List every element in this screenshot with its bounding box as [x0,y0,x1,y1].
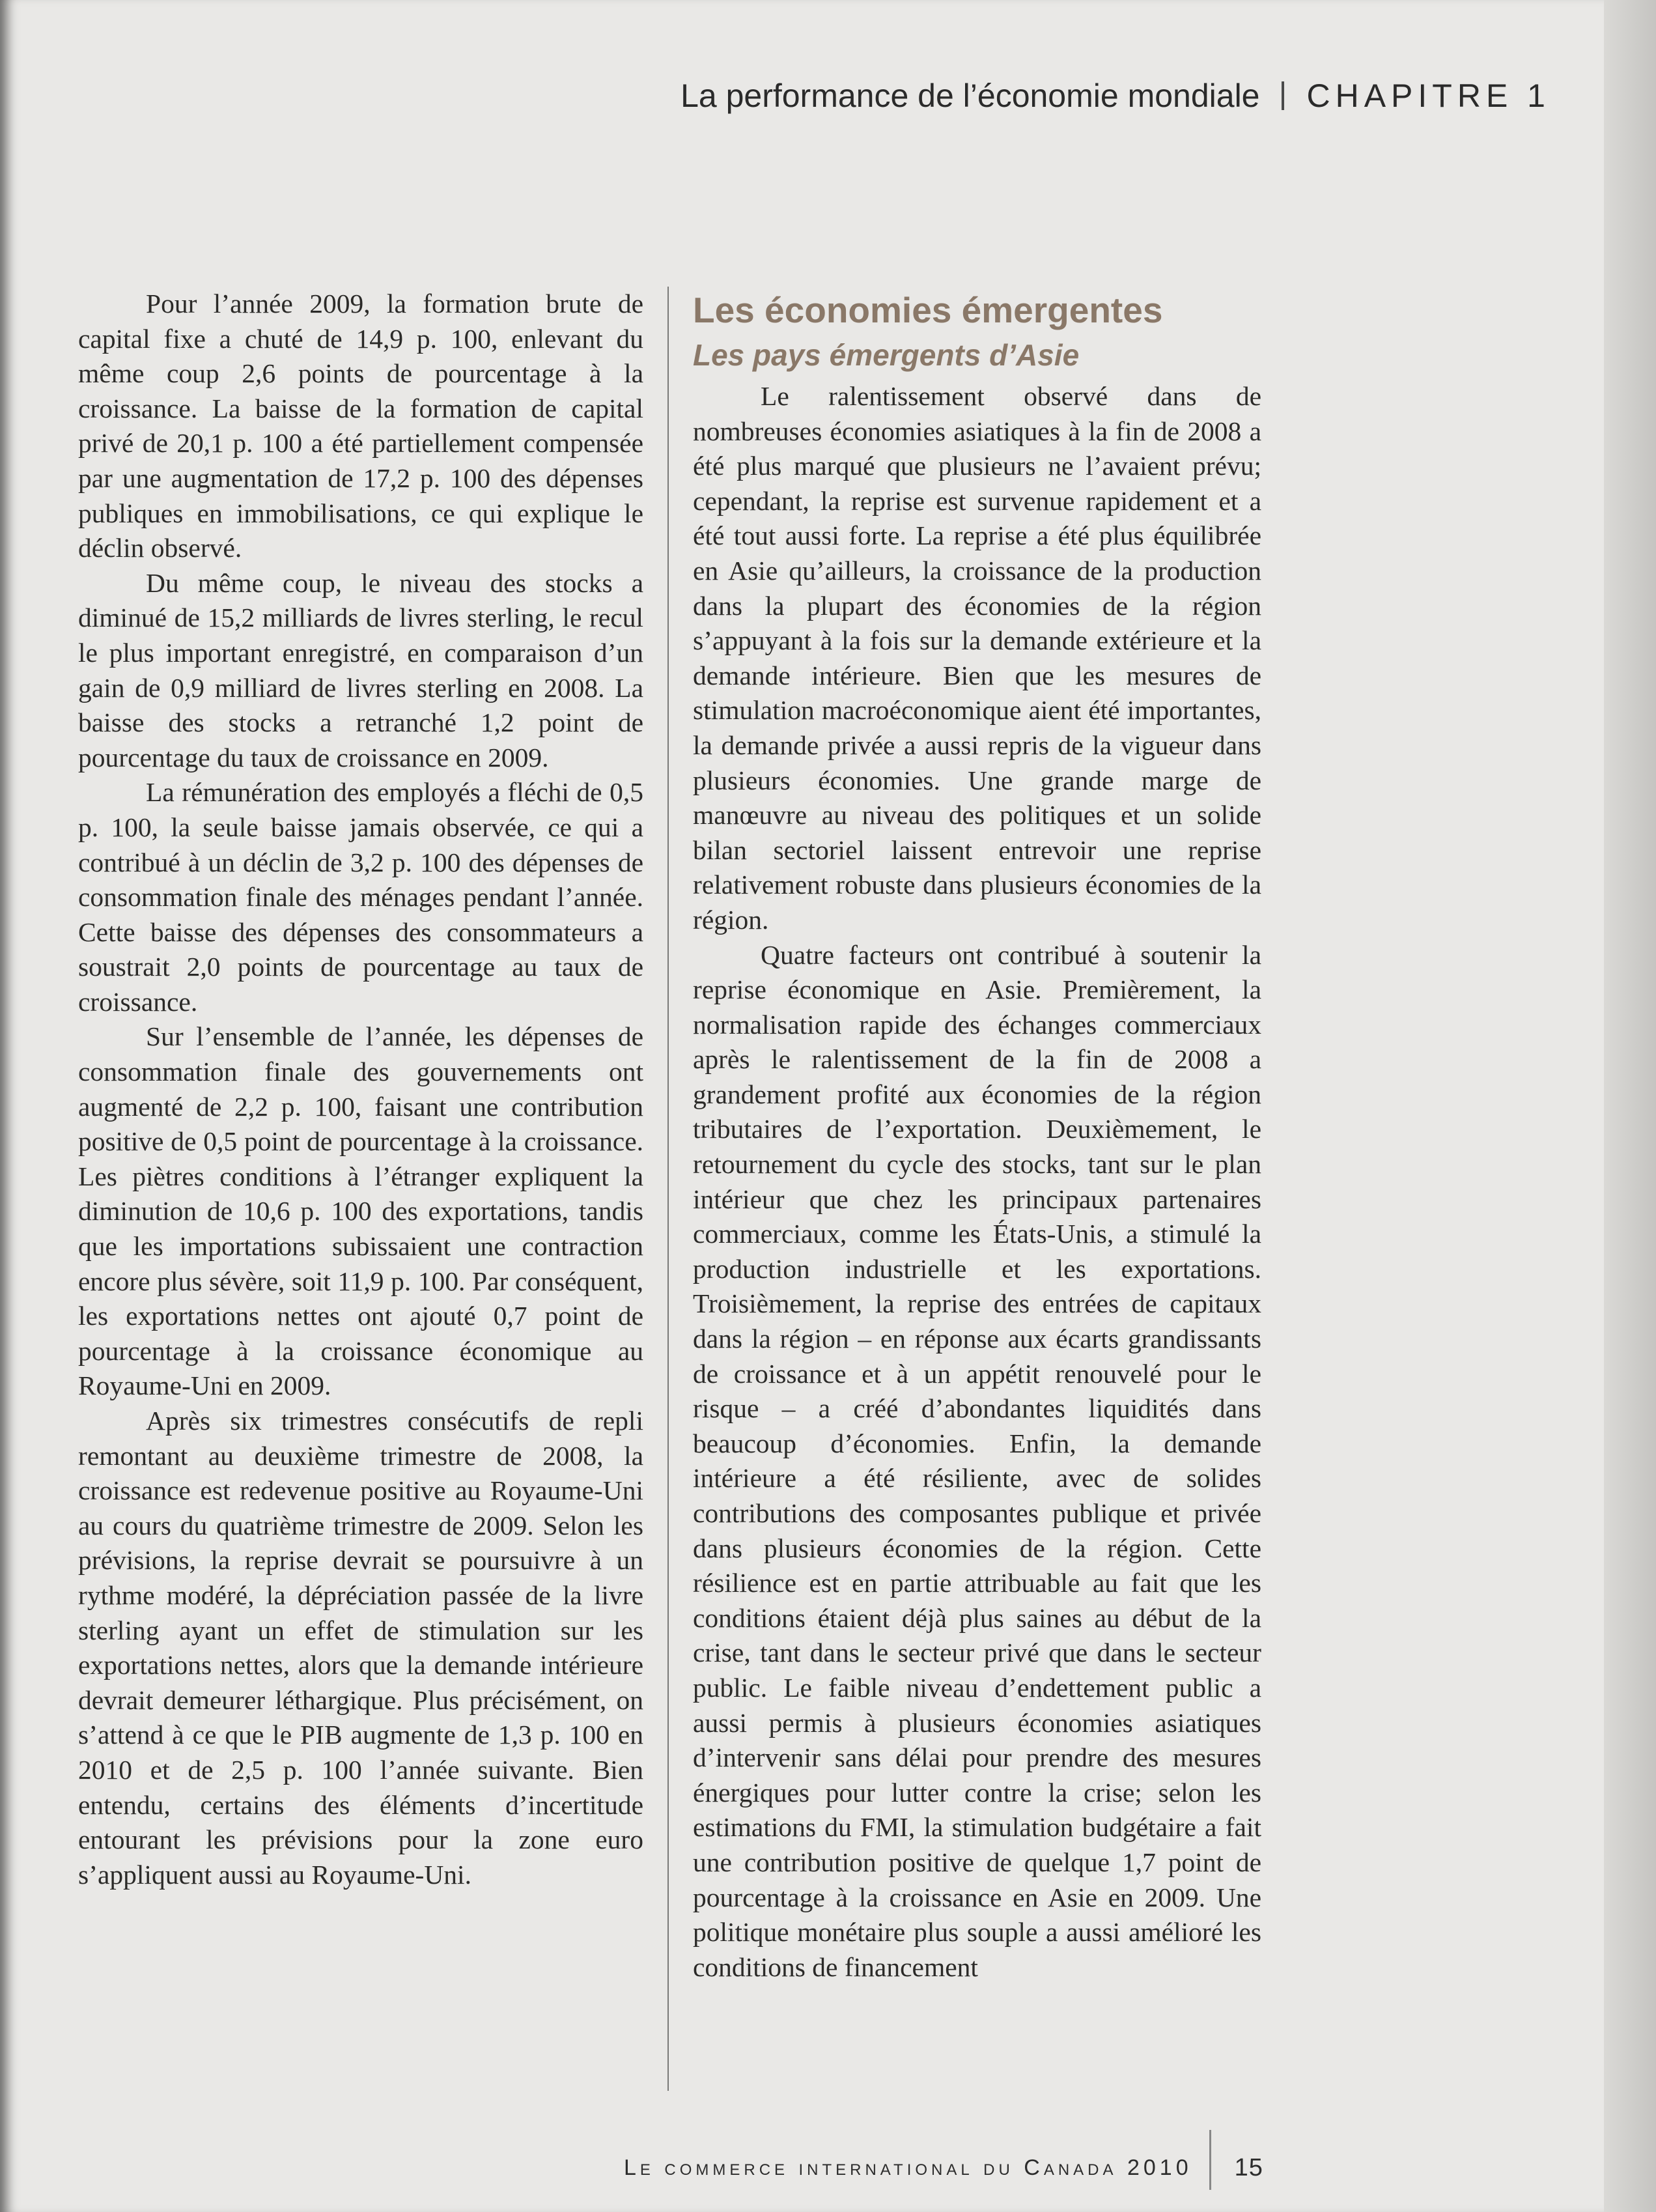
column-divider [667,287,669,2091]
paragraph: Pour l’année 2009, la formation brute de capital fixe a chuté de 14,9 p. 100, enlevant du même coup 2,6 points de pourcentage à la croissance. La baisse de la formation de capital privé de 20,1 p. 100 a été partiellement compensée par une augmentation de 17,2 p. 100 des dépenses publiques en immobilisations, ce qui explique le déclin observé. [78,289,643,563]
header-separator [1282,81,1284,110]
subsection-title: Les pays émergents d’Asie [693,338,1080,372]
chapter-title: La performance de l’économie mondiale [681,78,1260,114]
paragraph: Après six trimestres consécutifs de repli remontant au deuxième trimestre de 2008, la croissance est redevenue positive au Royaume-Uni au cours du quatrième trimestre de 2009. Selon les prévisions, la reprise devrait se poursuivre à un rythme modéré, la dépréciation passée de la livre sterling ayant un effet de stimulation sur les exportations nettes, alors que la demande intérieure devrait demeurer léthargique. Plus précisément, on s’attend à ce que le PIB augmente de 1,3 p. 100 en 2010 et de 2,5 p. 100 l’année suivante. Bien entendu, certains des éléments d’incertitude entourant les prévisions pour la zone euro s’appliquent aussi au Royaume-Uni. [78,1406,643,1890]
paragraph: Du même coup, le niveau des stocks a diminué de 15,2 milliards de livres sterling, le recul le plus important enregistré, en comparaison d’un gain de 0,9 milliard de livres sterling en 2008. La baisse des stocks a retranché 1,2 point de pourcentage du taux de croissance en 2009. [78,567,643,773]
publication-title: Le commerce international du Canada 2010 [624,2155,1192,2180]
paragraph: Sur l’ensemble de l’année, les dépenses de consommation finale des gouvernements ont augmenté de 2,2 p. 100, faisant une contribution positive de 0,5 point de pourcentage à la croissance. Les piètres conditions à l’étranger expliquent la diminution de 10,6 p. 100 des exportations, tandis que les importations subissaient une contraction encore plus sévère, soit 11,9 p. 100. Par conséquent, les exportations nettes ont ajouté 0,7 point de pourcentage à la croissance économique au Royaume-Uni en 2009. [78,1021,643,1401]
page-number: 15 [1234,2153,1263,2181]
page-footer [624,2138,1340,2198]
chapter-label: CHAPITRE 1 [1306,78,1551,114]
right-column [693,287,1261,1985]
footer-separator [1209,2130,1211,2190]
paragraph: La rémunération des employés a fléchi de 0,5 p. 100, la seule baisse jamais observée, ce qui a contribué à un déclin de 3,2 p. 100 des dépenses de consommation finale des ménages pendant l’année. Cette baisse des dépenses des consommateurs a soustrait 2,0 points de pourcentage au taux de croissance. [78,777,643,1017]
paragraph: Quatre facteurs ont contribué à soutenir la reprise économique en Asie. Premièrement, la normalisation rapide des échanges commerciaux après le ralentissement de la fin de 2008 a grandement profité aux économies de la région tributaires de l’exportation. Deuxièmement, le retournement du cycle des stocks, tant sur le plan intérieur que chez les principaux partenaires commerciaux, comme les États-Unis, a stimulé la production industrielle et les exportations. Troisièmement, la reprise des entrées de capitaux dans la région – en réponse aux écarts grandissants de croissance et à un appétit renouvelé pour le risque – a créé d’abondantes liquidités dans beaucoup d’économies. Enfin, la demande intérieure a été résiliente, avec de solides contributions des composantes publique et privée dans plusieurs économies de la région. Cette résilience est en partie attribuable au fait que les conditions étaient déjà plus saines au début de la crise, tant dans le secteur privé que dans le secteur public. Le faible niveau d’endettement public a aussi permis à plusieurs économies asiatiques d’intervenir sans délai pour prendre des mesures énergiques pour lutter contre la crise; selon les estimations du FMI, la stimulation budgétaire a fait une contribution positive de quelque 1,7 point de pourcentage à la croissance en Asie en 2009. Une politique monétaire plus souple a aussi amélioré les conditions de financement [693,939,1261,1982]
section-title: Les économies émergentes [693,290,1163,330]
paragraph: Le ralentissement observé dans de nombreuses économies asiatiques à la fin de 2008 a été plus marqué que plusieurs ne l’avaient prévu; cependant, la reprise est survenue rapidement et a été tout aussi forte. La reprise a été plus équilibrée en Asie qu’ailleurs, la croissance de la production dans la plupart des économies de la région s’appuyant à la fois sur la demande extérieure et la demande intérieure. Bien que les mesures de stimulation macroéconomique aient été importantes, la demande privée a aussi repris de la vigueur dans plusieurs économies. Une grande marge de manœuvre au niveau des politiques et un solide bilan sectoriel laissent entrevoir une reprise relativement robuste dans plusieurs économies de la région. [693,381,1261,935]
running-header [681,77,1551,115]
page-edge-shadow [1604,0,1656,2212]
left-column [78,287,643,1892]
